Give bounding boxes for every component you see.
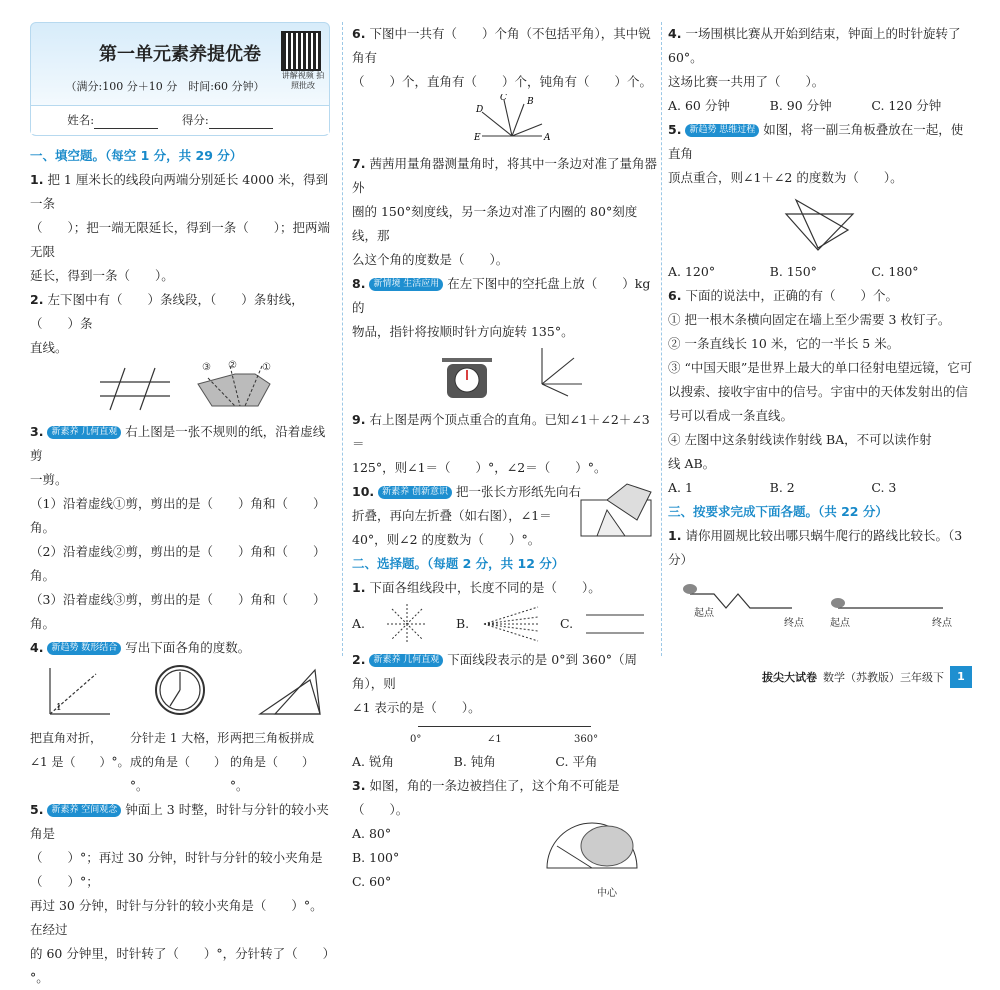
question-text: 一场围棋比赛从开始到结束，钟面上的时针旋转了 60°。 (668, 26, 961, 65)
question-text: 40°，则∠2 的度数为（ ）°。 (352, 532, 541, 547)
section-heading: 一、填空题。（每空 1 分，共 29 分） (30, 148, 243, 163)
folded-paper-figure (577, 480, 657, 540)
fan-segments-icon (476, 601, 546, 647)
column-2 (352, 22, 657, 899)
choice-option[interactable]: A. 80° (352, 826, 392, 841)
statement: ③ “中国天眼”是世界上最大的单口径射电望远镜，它可 (668, 360, 973, 375)
question-number: 1. (30, 172, 44, 187)
tag-badge: 新趋势 思维过程 (685, 124, 759, 137)
choice-option[interactable]: C. 120 分钟 (871, 98, 942, 113)
exam-title: 第一单元素养提优卷 (99, 44, 261, 65)
choice-option[interactable]: C. 60° (352, 874, 392, 889)
choice-option[interactable]: C. 平角 (555, 754, 598, 769)
question-text: 物品，指针将按顺时针方向旋转 135°。 (352, 324, 574, 339)
svg-text:D: D (476, 105, 484, 115)
question-number: 3. (30, 424, 44, 439)
question-text: ∠1 表示的是（ ）。 (352, 700, 481, 715)
choice-option[interactable]: B. 100° (352, 850, 400, 865)
statement: 线 AB。 (668, 456, 716, 471)
snail-icon (683, 584, 697, 594)
score-label: 得分: (181, 113, 209, 127)
question-number: 1. (668, 528, 682, 543)
tag-badge: 新素养 创新意识 (378, 486, 452, 499)
section-heading: 二、选择题。（每题 2 分，共 12 分） (352, 556, 565, 571)
question-number: 5. (30, 802, 44, 817)
svg-text:C: C (500, 94, 507, 103)
tag-badge: 新素养 几何直观 (47, 426, 121, 439)
choice-option[interactable]: C. (560, 616, 574, 631)
column-3 (668, 22, 973, 632)
lines-and-paper-figure (30, 360, 330, 412)
start-label: 起点 (830, 618, 850, 629)
name-label: 姓名: (67, 113, 95, 127)
question-number: 5. (668, 122, 682, 137)
choice-option[interactable]: A. 60 分钟 (668, 98, 730, 113)
question-text: （ ）个，直角有（ ）个，钝角有（ ）个。 (352, 74, 653, 89)
figure-caption: 的角是（ ）°。 (230, 755, 315, 793)
choice-option[interactable]: B. 90 分钟 (769, 98, 832, 113)
column-divider (661, 22, 662, 656)
question-number: 6. (668, 288, 682, 303)
degree-number-line (352, 720, 657, 750)
axis-label: ∠1 (487, 734, 502, 745)
question-text: 茜茜用量角器测量角时，将其中一条边对准了量角器外 (352, 156, 657, 195)
scale-and-angles-figure (352, 344, 657, 400)
choice-option[interactable]: C. 3 (871, 480, 897, 495)
figure-label: 中心 (597, 888, 617, 899)
question-number: 8. (352, 276, 366, 291)
question-number: 9. (352, 412, 366, 427)
tag-badge: 新趋势 数形结合 (47, 642, 121, 655)
statement: ① 把一根木条横向固定在墙上至少需要 3 枚钉子。 (668, 312, 951, 327)
qr-caption: 讲解视频 拍照批改 (281, 71, 325, 90)
question-text: 如图，角的一条边被挡住了，这个角不可能是（ ）。 (352, 778, 620, 817)
tag-badge: 新情境 生活应用 (369, 278, 443, 291)
footer-subject: 数学（苏教版）三年级下 (823, 671, 944, 684)
protractor-figure (537, 816, 647, 880)
question-text: 钟面上 3 时整，时针与分针的较小夹角是 (30, 802, 329, 841)
question-text: 写出下面各角的度数。 (125, 640, 251, 655)
question-number: 7. (352, 156, 366, 171)
column-divider (342, 22, 343, 656)
statement: ④ 左图中这条射线读作射线 BA，不可以读作射 (668, 432, 932, 447)
question-number: 10. (352, 484, 375, 499)
end-label: 终点 (784, 618, 804, 629)
name-score-form (31, 105, 329, 134)
svg-text:A: A (544, 133, 551, 143)
column-1 (30, 22, 330, 990)
question-number: 4. (668, 26, 682, 41)
question-text: 么这个角的度数是（ ）。 (352, 252, 509, 267)
question-number: 6. (352, 26, 366, 41)
question-text: 圈的 150°刻度线，另一条边对准了内圈的 80°刻度线，那 (352, 204, 638, 243)
rays-figure (352, 94, 657, 144)
axis-label: 0° (410, 734, 422, 745)
question-text: 再过 30 分钟，时针与分针的较小夹角是（ ）°。在经过 (30, 898, 323, 937)
choice-option[interactable]: C. 180° (871, 264, 919, 279)
question-text: 这场比赛一共用了（ ）。 (668, 74, 825, 89)
question-text: 把一张长方形纸先向右 (456, 484, 582, 499)
statement: 以搜索、接收宇宙中的信号。宇宙中的天体发射出的信 (668, 384, 969, 399)
snail-paths-figure (668, 572, 973, 632)
question-text: 一剪。 (30, 472, 68, 487)
footer-brand: 拔尖大试卷 (762, 671, 817, 684)
page-number: 1 (950, 666, 972, 688)
svg-text:1: 1 (56, 703, 62, 713)
question-text: 请你用圆规比较出哪只蜗牛爬行的路线比较长。（3 分） (668, 528, 963, 567)
figure-caption: 成的角是（ ）°。 (130, 755, 227, 793)
page-footer (762, 666, 972, 688)
question-text: 右上图是两个顶点重合的直角。已知∠1＋∠2＋∠3＝ (352, 412, 650, 451)
svg-text:B: B (527, 97, 534, 107)
question-text: （1）沿着虚线①剪，剪出的是（ ）角和（ ）角。 (30, 496, 326, 535)
tag-badge: 新素养 几何直观 (369, 654, 443, 667)
choice-option[interactable]: A. 120° (668, 264, 716, 279)
question-text: 左下图中有（ ）条线段，（ ）条射线，（ ）条 (30, 292, 304, 331)
snail-icon (831, 598, 845, 608)
question-text: 把 1 厘米长的线段向两端分别延长 4000 米，得到一条 (30, 172, 329, 211)
question-text: （ ）°；再过 30 分钟，时针与分针的较小夹角是（ ）°； (30, 850, 323, 889)
question-text: （ ）；把一端无限延长，得到一条（ ）；把两端无限 (30, 220, 331, 259)
qr-code-icon (281, 31, 321, 71)
end-label: 终点 (932, 618, 952, 629)
svg-text:①: ① (262, 362, 271, 373)
figure-caption: ∠1 是（ ）°。 (30, 755, 130, 769)
exam-subtitle: （满分:100 分＋10 分 时间:60 分钟） (65, 80, 265, 93)
arrow-segments-icon (580, 601, 650, 647)
question-number: 3. (352, 778, 366, 793)
exam-header (30, 22, 330, 136)
axis-label: 360° (574, 734, 599, 745)
statement: 号可以看成一条直线。 (668, 408, 794, 423)
section-heading: 三、按要求完成下面各题。（共 22 分） (668, 504, 888, 519)
name-field[interactable] (94, 114, 158, 129)
choice-option[interactable]: B. 150° (769, 264, 817, 279)
question-text: （2）沿着虚线②剪，剪出的是（ ）角和（ ）角。 (30, 544, 326, 583)
angle-figures (30, 660, 330, 718)
question-number: 2. (352, 652, 366, 667)
choice-option[interactable]: B. 2 (769, 480, 795, 495)
question-text: 下面各组线段中，长度不同的是（ ）。 (369, 580, 601, 595)
choice-option[interactable]: A. (352, 616, 366, 631)
choice-option[interactable]: A. 1 (668, 480, 693, 495)
choice-option[interactable]: A. 锐角 (352, 754, 394, 769)
svg-text:②: ② (228, 360, 237, 371)
question-text: 直线。 (30, 340, 68, 355)
figure-caption: 两把三角板拼成 (230, 731, 315, 745)
triangle-rulers-figure (668, 190, 973, 252)
svg-text:E: E (474, 133, 481, 143)
svg-text:③: ③ (202, 362, 211, 373)
question-text: 下面线段表示的是 0°到 360°（周角），则 (352, 652, 638, 691)
statement: ② 一条直线长 10 米，它的一半长 5 米。 (668, 336, 900, 351)
question-text: 在左下图中的空托盘上放（ ）kg 的 (352, 276, 651, 315)
question-number: 4. (30, 640, 44, 655)
tag-badge: 新素养 空间观念 (47, 804, 121, 817)
question-text: 的 60 分钟里，时针转了（ ）°，分针转了（ ）°。 (30, 946, 329, 985)
question-number: 1. (352, 580, 366, 595)
start-label: 起点 (694, 608, 714, 619)
question-text: （3）沿着虚线③剪，剪出的是（ ）角和（ ）角。 (30, 592, 326, 631)
choice-option[interactable]: B. (456, 616, 470, 631)
question-text: 125°，则∠1＝（ ）°，∠2＝（ ）°。 (352, 460, 607, 475)
question-text: 下图中一共有（ ）个角（不包括平角），其中锐角有 (352, 26, 651, 65)
figure-caption: 把直角对折， (30, 731, 103, 745)
choice-option[interactable]: B. 钝角 (453, 754, 496, 769)
question-text: 下面的说法中，正确的有（ ）个。 (685, 288, 898, 303)
question-text: 延长，得到一条（ ）。 (30, 268, 174, 283)
question-text: 右上图是一张不规则的纸，沿着虚线剪 (30, 424, 326, 463)
radial-segments-icon (372, 601, 442, 647)
question-text: 折叠，再向左折叠（如右图），∠1＝ (352, 508, 552, 523)
question-number: 2. (30, 292, 44, 307)
question-text: 如图，将一副三角板叠放在一起，使直角 (668, 122, 964, 161)
score-field[interactable] (209, 114, 273, 129)
question-text: 顶点重合，则∠1＋∠2 的度数为（ ）。 (668, 170, 903, 185)
figure-caption: 分针走 1 大格，形 (130, 731, 230, 745)
